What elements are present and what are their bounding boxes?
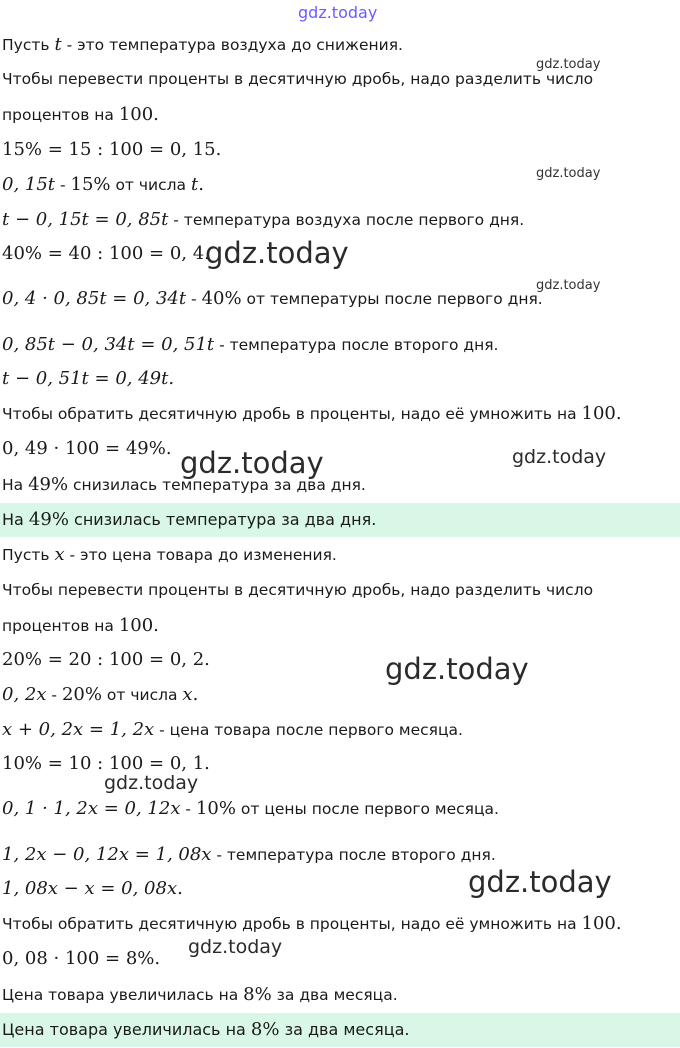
watermark: gdz.today [205,236,349,270]
text: - цена товара после первого месяца. [154,721,463,739]
text: - [55,176,71,194]
text: снизилась температура за два дня. [68,476,366,494]
watermark: gdz.today [188,936,283,958]
watermark: gdz.today [468,865,612,899]
math: t − 0, 15t = 0, 85t [2,209,169,230]
math: x + 0, 2x = 1, 2x [2,719,155,740]
text: снизилась температура за два дня. [68,510,377,529]
math: 100 [581,403,616,424]
text-line [0,34,680,56]
text: - температура после второго дня. [211,846,496,864]
text: - [186,290,202,308]
math-line: 40% = 40 : 100 = 0, 4. [2,243,210,264]
text: Пусть [2,36,55,54]
answer-box [0,1013,680,1047]
text: от цены после первого месяца. [235,800,499,818]
text: - температура воздуха после первого дня. [168,211,525,229]
math: 0, 85t − 0, 34t = 0, 51t [2,334,215,355]
text: за два месяца. [271,986,398,1004]
math: 0, 2x [2,684,47,705]
text-line [0,209,680,231]
text-line [0,984,680,1006]
math-line: 10% = 10 : 100 = 0, 1. [2,753,210,774]
math: 20% [61,684,102,705]
text: Пусть [2,546,55,564]
text-line [0,615,680,637]
math: . [615,403,622,424]
text: от числа [101,686,183,704]
math: 15% [70,174,111,195]
text: - [46,686,62,704]
math: . [153,615,159,636]
text-line [0,719,680,741]
watermark: gdz.today [536,278,601,293]
answer-line [0,1019,680,1041]
text-line [0,913,680,935]
answer-line [0,509,680,531]
text-line [0,844,680,866]
text: процентов на [2,617,119,635]
text: Цена товара увеличилась на [2,986,244,1004]
math-line: 15% = 15 : 100 = 0, 15. [2,139,222,160]
math-line: 0, 08 · 100 = 8%. [2,948,161,969]
math: 1, 2x − 0, 12x = 1, 08x [2,844,212,865]
text-line [0,104,680,126]
text: Чтобы обратить десятичную дробь в проценты, надо её умножить на [2,915,582,933]
math: x [54,544,65,565]
math: . [198,174,204,195]
math: . [153,104,159,125]
text: за два месяца. [279,1020,410,1039]
text: На [2,476,29,494]
math: x [182,684,193,705]
math: 8% [243,984,272,1005]
text: от числа [110,176,191,194]
text-line: Чтобы перевести проценты в десятичную дробь, надо разделить число [2,581,594,599]
math: 40% [201,288,242,309]
text: Цена товара увеличилась на [2,1020,251,1039]
watermark: gdz.today [104,772,199,794]
math: 0, 4 · 0, 85t = 0, 34t [2,288,187,309]
math: 49% [28,509,69,530]
text: На [2,510,29,529]
math: 10% [195,798,236,819]
math: . [192,684,199,705]
math: 8% [250,1019,280,1040]
watermark: gdz.today [512,446,607,468]
watermark: gdz.today [298,3,378,22]
math: 0, 15t [2,174,56,195]
math: . [615,913,622,934]
text-line [0,798,680,820]
watermark: gdz.today [180,446,324,480]
text: процентов на [2,106,119,124]
text: Чтобы обратить десятичную дробь в проценты, надо её умножить на [2,405,582,423]
text: - температура после второго дня. [214,336,499,354]
text-line [0,334,680,356]
text-line [0,684,680,706]
text-line: Чтобы перевести проценты в десятичную дробь, надо разделить число [2,70,594,88]
math-line: 1, 08x − x = 0, 08x. [2,878,183,899]
text-line [0,403,680,425]
text: от температуры после первого дня. [241,290,543,308]
math: t [190,174,199,195]
math-line: 0, 49 · 100 = 49%. [2,438,172,459]
math: 100 [118,615,154,636]
text: - это температура воздуха до снижения. [61,36,403,54]
math-line: t − 0, 51t = 0, 49t. [2,368,175,389]
text-line [0,474,680,496]
watermark: gdz.today [536,57,601,72]
watermark: gdz.today [385,652,529,686]
math: 100 [118,104,154,125]
text: - [180,800,196,818]
math: 100 [581,913,616,934]
math-line: 20% = 20 : 100 = 0, 2. [2,649,210,670]
answer-box [0,503,680,537]
math: 0, 1 · 1, 2x = 0, 12x [2,798,181,819]
math: 49% [28,474,69,495]
text-line [0,544,680,566]
math: t [54,34,62,55]
watermark: gdz.today [536,166,601,181]
text: - это цена товара до изменения. [64,546,337,564]
